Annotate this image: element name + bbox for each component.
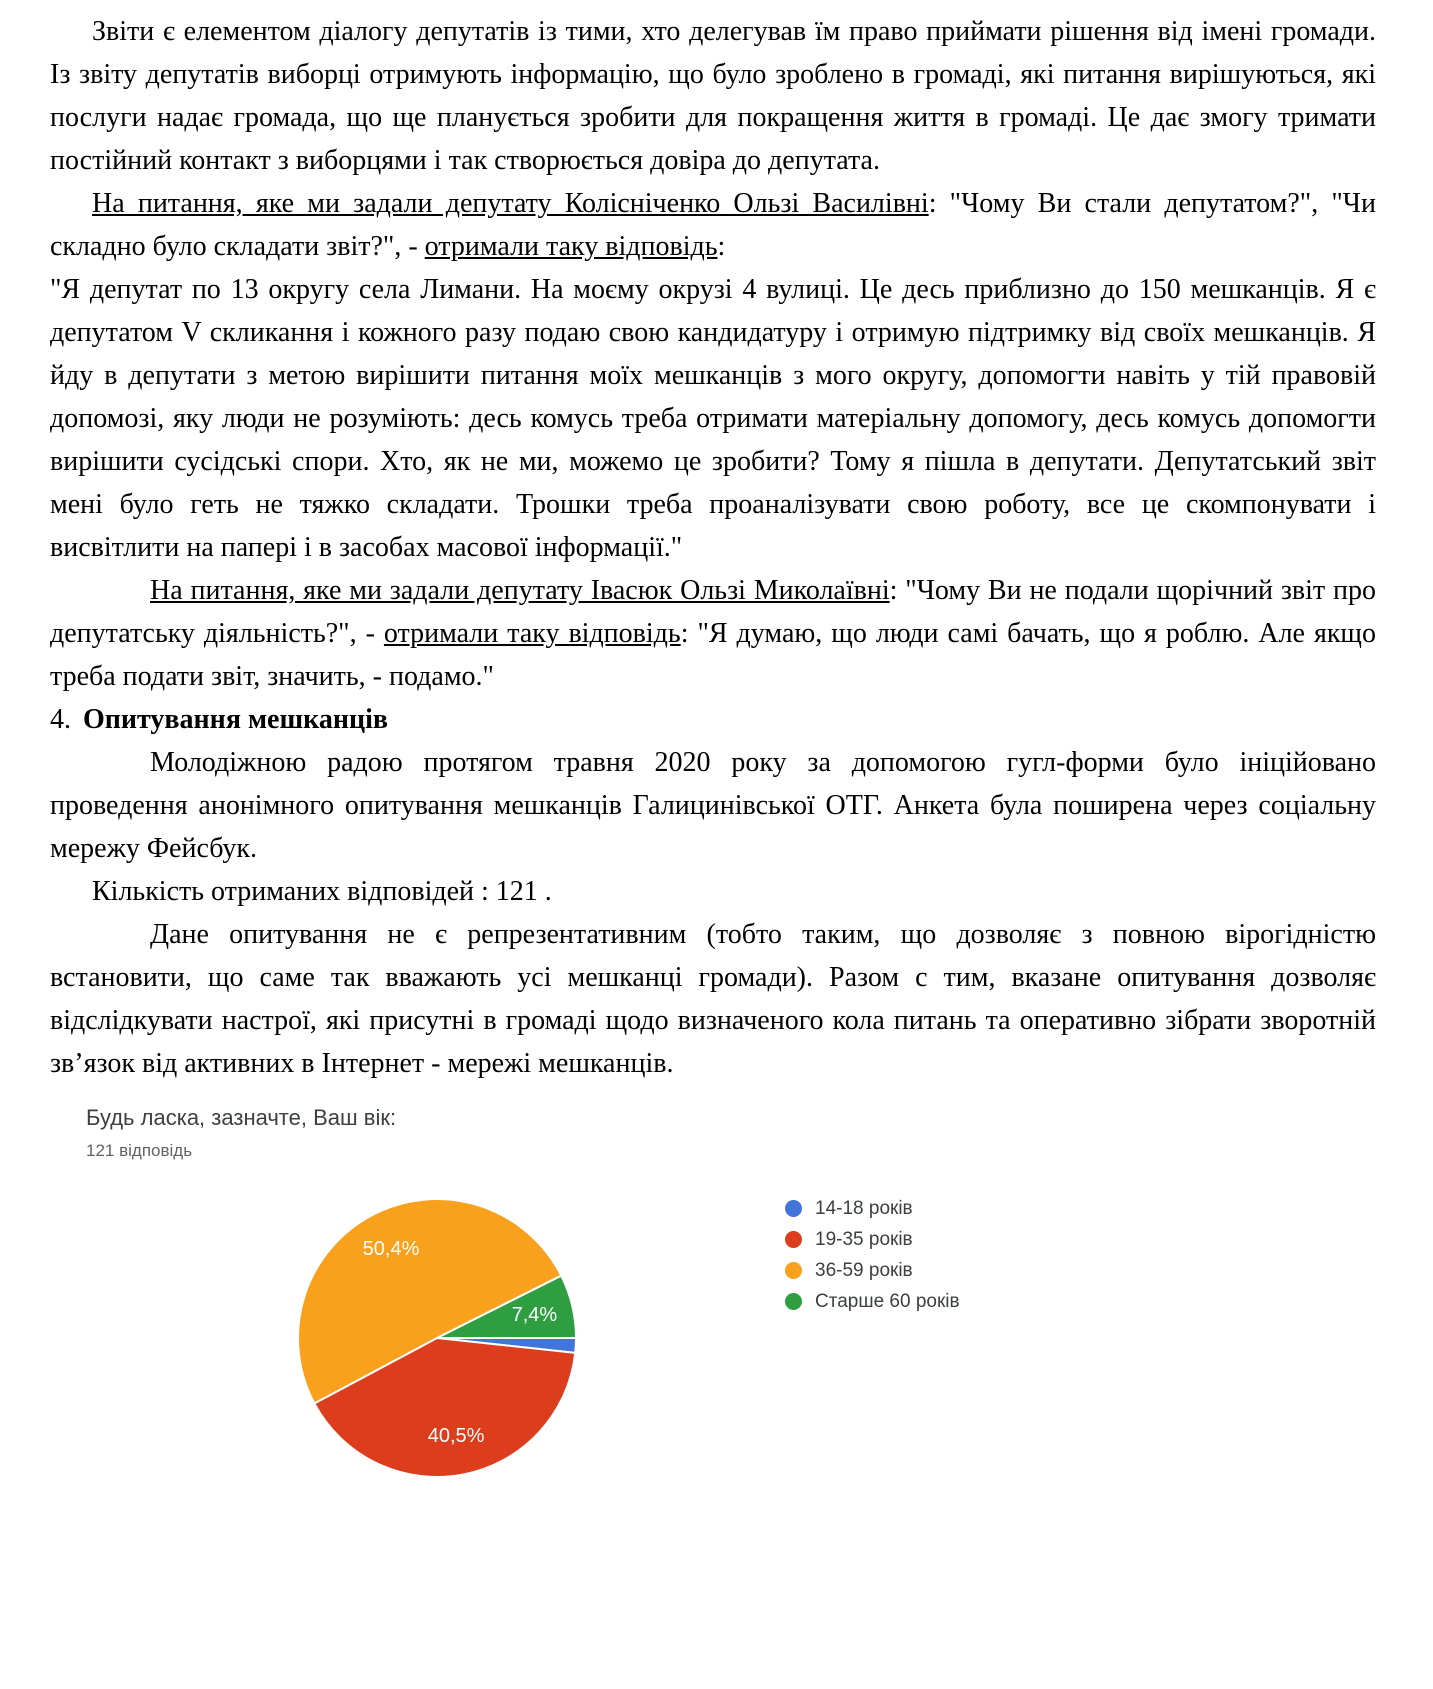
legend-item [785, 1199, 960, 1218]
question-text-tail: : [717, 231, 726, 262]
legend-label: Старше 60 років [815, 1290, 960, 1312]
pie-slice-label: 7,4% [511, 1303, 558, 1326]
chart-response-count: 121 відповідь [86, 1141, 193, 1160]
section-number: 4. [50, 704, 71, 735]
legend-swatch-icon [785, 1200, 802, 1217]
paragraph-response-count: Кількість отриманих відповідей : 121 . [92, 876, 552, 907]
legend-swatch-icon [785, 1231, 802, 1248]
paragraph-reports-intro: Звіти є елементом діалогу депутатів із тими, хто делегував їм право приймати рішення від імені громади. Із звіту депутатів виборці отримують інформацію, що було зроблено в громаді, які питання вирішуються, які послуги надає громада, що ще планується зробити для покращення життя в громаді. Це дає змогу тримати постійний контакт з виборцями і так створюється довіра до депутата. [50, 16, 1376, 176]
underlined-question-intro: На питання, яке ми задали депутату Колісніченко Ользі Василівні [92, 188, 929, 219]
paragraph-question-ivasiuk [50, 569, 1376, 698]
legend-label: 19-35 років [815, 1228, 913, 1250]
paragraph-survey-disclaimer: Дане опитування не є репрезентативним (тобто таким, що дозволяє з повною вірогідністю встановити, що саме так вважають усі мешканці громади). Разом с тим, вказане опитування дозволяє відслідкувати настрої, які присутні в громаді щодо визначеного кола питань та оперативно зібрати зворотній зв’язок від активних в Інтернет - мережі мешканців. [50, 919, 1376, 1079]
underlined-question-intro: На питання, яке ми задали депутату Івасюк Ользі Миколаївні [150, 575, 890, 606]
paragraph-question-kolisnichenko [50, 182, 1376, 268]
pie-slice-label: 50,4% [362, 1238, 420, 1261]
legend-item [785, 1292, 960, 1311]
legend-label: 14-18 років [815, 1197, 913, 1219]
legend-item [785, 1230, 960, 1249]
legend-item [785, 1261, 960, 1280]
legend-label: 36-59 років [815, 1259, 913, 1281]
answer-text: : "Я думаю, що люди самі бачать, що я роблю. Але якщо треба подати звіт, значить, - подамо." [50, 618, 1376, 692]
legend-swatch-icon [785, 1293, 802, 1310]
age-pie-chart [296, 1197, 578, 1479]
underlined-answer-intro: отримали таку відповідь [424, 231, 718, 262]
question-text: : "Чому Ви не подали щорічний звіт про депутатську діяльність?", - [50, 575, 1376, 649]
age-survey-chart [50, 1101, 1376, 1497]
paragraph-survey-intro: Молодіжною радою протягом травня 2020 року за допомогою гугл-форми було ініційовано проведення анонімного опитування мешканців Галицинівської ОТГ. Анкета була поширена через соціальну мережу Фейсбук. [50, 747, 1376, 864]
section-heading [50, 698, 1376, 741]
paragraph-kolisnichenko-answer: "Я депутат по 13 округу села Лимани. На моєму окрузі 4 вулиці. Це десь приблизно до 150 мешканців. Я є депутатом V скликання і кожного разу подаю свою кандидатуру і отримую підтримку від своїх мешканців. Я йду в депутати з метою вирішити питання моїх мешканців з мого округу, допомогти навіть у тій правовій допомозі, яку люди не розуміють: десь комусь треба отримати матеріальну допомогу, десь комусь допомогти вирішити сусідські спори. Хто, як не ми, можемо це зробити? Тому я пішла в депутати. Депутатський звіт мені було геть не тяжко складати. Трошки треба проаналізувати свою роботу, все це скомпонувати і висвітлити на папері і в засобах масової інформації." [50, 274, 1376, 563]
chart-title: Будь ласка, зазначте, Ваш вік: [86, 1105, 397, 1130]
pie-slice-label: 40,5% [427, 1425, 485, 1448]
chart-legend [785, 1199, 960, 1323]
underlined-answer-intro: отримали таку відповідь [383, 618, 681, 649]
section-title: Опитування мешканців [83, 704, 388, 735]
question-text: : "Чому Ви стали депутатом?", "Чи складно було складати звіт?", - [50, 188, 1376, 262]
legend-swatch-icon [785, 1262, 802, 1279]
